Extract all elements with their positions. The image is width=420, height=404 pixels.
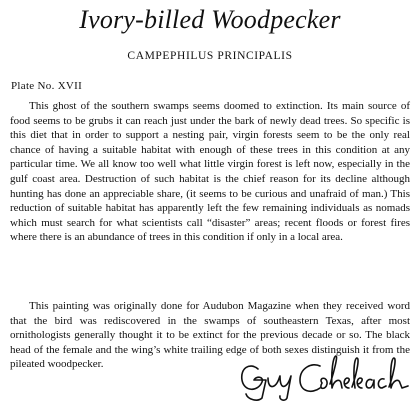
page-title: Ivory-billed Woodpecker [79,5,341,34]
description-paragraph-2: This painting was originally done for Audubon Magazine when they received word that the bird was rediscovered in the swamps of southeastern Texas, after most ornithologists generally thought it to be extinct for the previous decade or so. The black head of the female and the wing’s white trailing edge of both sexes distinguish it from the pileated woodpecker. [10,300,410,371]
scientific-name: CAMPEPHILUS PRINCIPALIS [127,50,293,62]
plate-number: Plate No. XVII [11,80,83,92]
description-paragraph-1: This ghost of the southern swamps seems doomed to extinction. Its main source of food seems to be grubs it can reach just under the bark of newly dead trees. So specific is this diet that in order to support a nesting pair, virgin forests seem to be the only real chance of having a suitable habitat with enough of these trees in this condition at any particular time. We all know too well what little virgin forest is left now, especially in the gulf coast area. Destruction of such habitat is the chief reason for its decline although hunting has done an appreciable share, (it seems to be curious and unafraid of man.) This reduction of suitable habitat has apparently left the few remaining individuals as nomads which must search for what scientists call “disaster” areas; recent floods or forest fires where there is an abundance of trees in this condition if only in a local area. [10,100,410,244]
